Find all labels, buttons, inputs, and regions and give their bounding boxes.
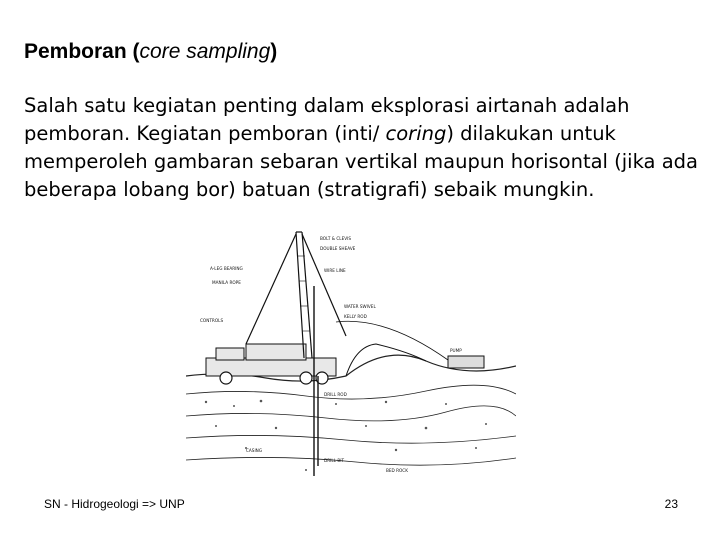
- diagram-label: DOUBLE SHEAVE: [320, 246, 356, 251]
- title-bold-part: Pemboran (: [24, 40, 140, 63]
- slide-title: [24, 40, 277, 64]
- diagram-label: BED ROCK: [386, 468, 408, 473]
- diagram-label: WIRE LINE: [324, 268, 346, 273]
- diagram-label: KELLY ROD: [344, 314, 367, 319]
- diagram-label: A-LEG BEARING: [210, 266, 243, 271]
- diagram-label: DRILL ROD: [324, 392, 347, 397]
- diagram-label: CASING: [246, 448, 263, 453]
- body-text-italic: coring: [385, 122, 447, 145]
- footer-course-label: SN - Hidrogeologi => UNP: [44, 497, 185, 511]
- diagram-label: WATER SWIVEL: [344, 304, 376, 309]
- diagram-label: DRILL BIT: [324, 458, 345, 463]
- body-paragraph: [24, 92, 714, 204]
- title-italic-part: core sampling: [139, 40, 271, 63]
- diagram-label: PUMP: [450, 348, 462, 353]
- body-text-part2: ) dilakukan untuk memperoleh gambaran sebaran vertikal maupun horisontal (jika ada beberapa lobang bor) batuan (stratigrafi) sebaik mungkin.: [24, 122, 698, 201]
- diagram-label: CONTROLS: [200, 318, 224, 323]
- diagram-label: MANILA ROPE: [212, 280, 241, 285]
- page-number: 23: [664, 497, 678, 511]
- body-text-part1: Salah satu kegiatan penting dalam eksplorasi airtanah adalah pemboran. Kegiatan pemboran (inti/: [24, 94, 630, 145]
- drilling-rig-diagram: [186, 226, 516, 484]
- diagram-label: BOLT & CLEVIS: [320, 236, 351, 241]
- title-bold-close: ): [270, 40, 278, 63]
